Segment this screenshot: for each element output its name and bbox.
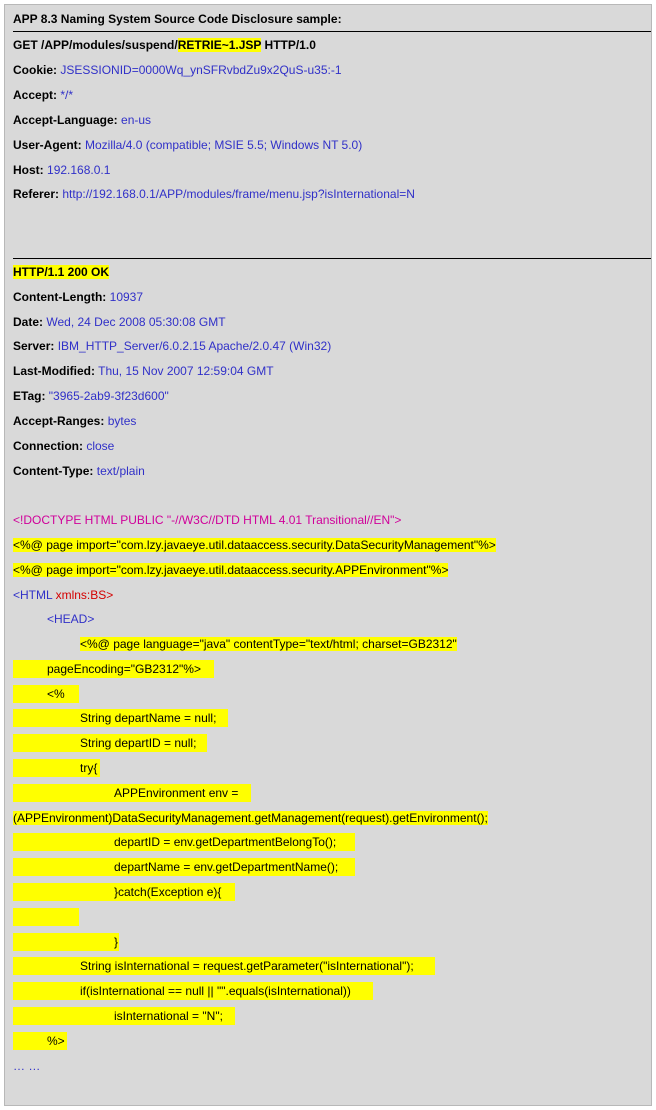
response-status-line — [13, 263, 109, 281]
response-header — [13, 313, 226, 331]
header-name: Host: — [13, 163, 44, 177]
request-header — [13, 161, 110, 179]
header-value: en-us — [121, 113, 152, 127]
header-name: Content-Length: — [13, 290, 107, 304]
header-value: IBM_HTTP_Server/6.0.2.15 Apache/2.0.47 (Win32) — [57, 339, 332, 353]
header-name: User-Agent: — [13, 138, 82, 152]
source-line — [13, 536, 496, 554]
response-header — [13, 362, 274, 380]
source-line — [13, 586, 113, 604]
source-line — [13, 809, 488, 827]
html-open-tag: <HTML — [13, 588, 53, 602]
response-status: HTTP/1.1 200 OK — [13, 265, 110, 279]
sample-title: APP 8.3 Naming System Source Code Disclosure sample: — [13, 12, 342, 26]
page-directive: <%@ page language="java" contentType="text/html; charset=GB2312" — [80, 637, 457, 651]
request-filename-highlight: RETRIE~1.JSP — [177, 38, 262, 52]
header-name: Cookie: — [13, 63, 58, 77]
html-tag-attribute: xmlns:BS> — [52, 588, 114, 602]
request-line — [13, 36, 316, 54]
source-doctype: <!DOCTYPE HTML PUBLIC "-//W3C//DTD HTML 4.01 Transitional//EN"> — [13, 513, 402, 527]
truncation-ellipsis: … … — [13, 1059, 41, 1073]
code-assign-departid: departID = env.getDepartmentBelongTo(); — [13, 833, 355, 851]
code-env-call: (APPEnvironment)DataSecurityManagement.getManagement(request).getEnvironment(); — [13, 811, 488, 825]
response-header — [13, 462, 145, 480]
code-sample-panel — [4, 4, 652, 1106]
header-name: Accept-Ranges: — [13, 414, 105, 428]
code-decl-departid: String departID = null; — [13, 734, 207, 752]
page-encoding: pageEncoding="GB2312"%> — [13, 660, 214, 678]
header-name: ETag: — [13, 389, 46, 403]
request-header — [13, 185, 415, 203]
header-name: Accept: — [13, 88, 58, 102]
request-protocol: HTTP/1.0 — [261, 38, 316, 52]
header-name: Connection: — [13, 439, 83, 453]
header-name: Server: — [13, 339, 55, 353]
divider — [13, 31, 651, 32]
source-import: <%@ page import="com.lzy.javaeye.util.dataaccess.security.DataSecurityManagement"%> — [13, 538, 496, 552]
header-value: Thu, 15 Nov 2007 12:59:04 GMT — [98, 364, 274, 378]
request-header — [13, 111, 151, 129]
code-try: try{ — [13, 759, 100, 777]
code-catch: }catch(Exception e){ — [13, 883, 235, 901]
header-name: Content-Type: — [13, 464, 94, 478]
scriptlet-close: %> — [13, 1032, 67, 1050]
divider — [13, 258, 651, 259]
source-line — [13, 561, 448, 579]
response-header — [13, 412, 136, 430]
header-value: text/plain — [96, 464, 145, 478]
code-intl-assign: isInternational = "N"; — [13, 1007, 235, 1025]
request-header — [13, 136, 362, 154]
header-name: Accept-Language: — [13, 113, 118, 127]
scriptlet-open: <% — [13, 685, 79, 703]
request-method-path: GET /APP/modules/suspend/ — [13, 38, 178, 52]
response-header — [13, 337, 331, 355]
header-value: http://192.168.0.1/APP/modules/frame/menu.jsp?isInternational=N — [62, 187, 415, 201]
code-close-brace: } — [13, 933, 119, 951]
header-value: Mozilla/4.0 (compatible; MSIE 5.5; Windows NT 5.0) — [85, 138, 363, 152]
source-import: <%@ page import="com.lzy.javaeye.util.dataaccess.security.APPEnvironment"%> — [13, 563, 449, 577]
request-header — [13, 61, 342, 79]
response-header — [13, 437, 114, 455]
header-value: */* — [60, 88, 74, 102]
header-value: "3965-2ab9-3f23d600" — [48, 389, 169, 403]
response-header — [13, 387, 169, 405]
request-header — [13, 86, 73, 104]
header-value: Wed, 24 Dec 2008 05:30:08 GMT — [46, 315, 226, 329]
header-name: Last-Modified: — [13, 364, 95, 378]
source-line — [80, 635, 457, 653]
response-header — [13, 288, 143, 306]
code-empty-highlight — [13, 908, 79, 926]
code-assign-departname: departName = env.getDepartmentName(); — [13, 858, 355, 876]
header-value: JSESSIONID=0000Wq_ynSFRvbdZu9x2QuS-u35:-1 — [60, 63, 342, 77]
header-name: Referer: — [13, 187, 60, 201]
header-value: close — [86, 439, 115, 453]
head-open-tag: <HEAD> — [47, 612, 95, 626]
code-env-decl: APPEnvironment env = — [13, 784, 251, 802]
header-value: 10937 — [109, 290, 144, 304]
header-value: 192.168.0.1 — [47, 163, 111, 177]
header-value: bytes — [107, 414, 137, 428]
header-name: Date: — [13, 315, 44, 329]
code-intl-decl: String isInternational = request.getParameter("isInternational"); — [13, 957, 435, 975]
code-decl-departname: String departName = null; — [13, 709, 228, 727]
code-intl-if: if(isInternational == null || "".equals(isInternational)) — [13, 982, 373, 1000]
